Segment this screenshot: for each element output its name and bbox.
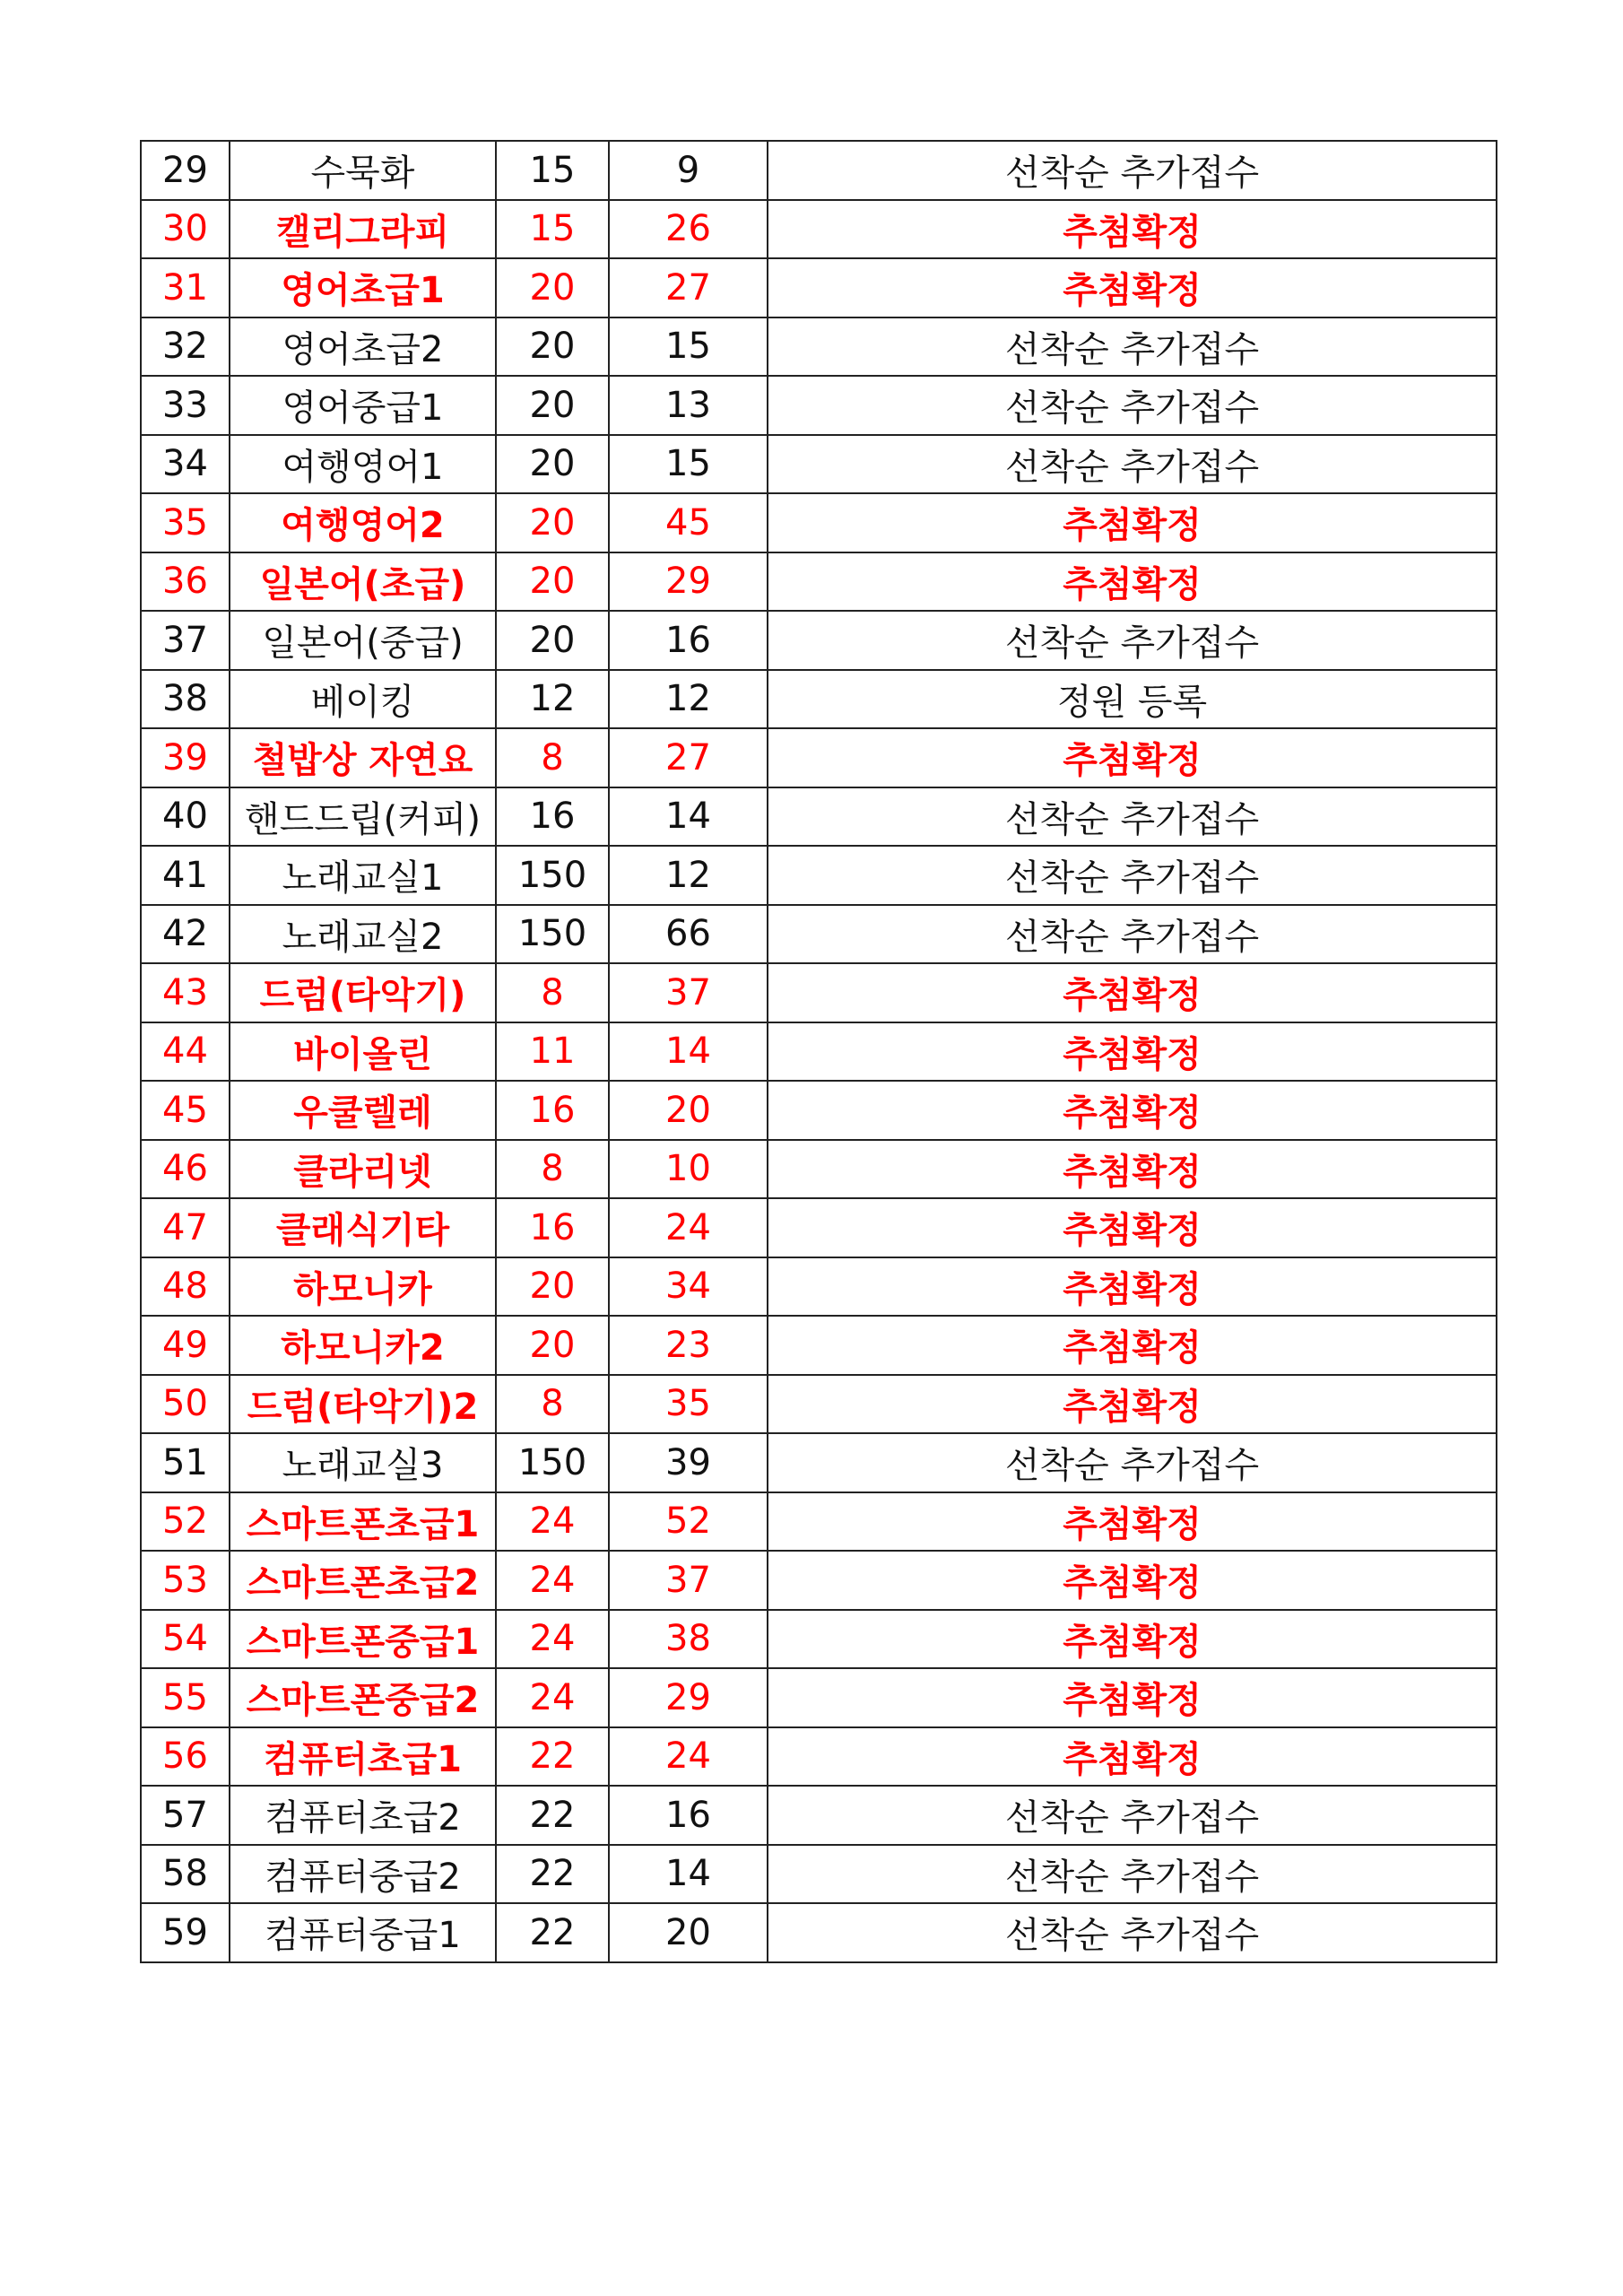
row-number-cell: 56 (141, 1727, 230, 1787)
applicant-count-cell: 13 (609, 376, 768, 435)
status-cell: 추첨확정 (768, 1022, 1497, 1082)
course-name-cell: 스마트폰초급1 (230, 1492, 496, 1552)
status-cell: 선착순 추가접수 (768, 1433, 1497, 1492)
status-cell: 추첨확정 (768, 1081, 1497, 1140)
capacity-cell: 20 (496, 552, 609, 612)
capacity-cell: 20 (496, 317, 609, 377)
capacity-cell: 24 (496, 1492, 609, 1552)
course-name-cell: 클래식기타 (230, 1198, 496, 1257)
course-name-cell: 드럼(타악기)2 (230, 1375, 496, 1434)
applicant-count-cell: 26 (609, 200, 768, 259)
row-number-cell: 31 (141, 258, 230, 317)
course-name-cell: 여행영어1 (230, 435, 496, 494)
table-row (141, 1081, 1497, 1140)
table-row (141, 1610, 1497, 1669)
status-cell: 선착순 추가접수 (768, 141, 1497, 200)
status-cell: 추첨확정 (768, 1375, 1497, 1434)
status-cell: 추첨확정 (768, 728, 1497, 787)
row-number-cell: 34 (141, 435, 230, 494)
status-cell: 추첨확정 (768, 552, 1497, 612)
capacity-cell: 22 (496, 1845, 609, 1904)
table-row (141, 1903, 1497, 1962)
capacity-cell: 8 (496, 963, 609, 1022)
table-row (141, 376, 1497, 435)
row-number-cell: 39 (141, 728, 230, 787)
capacity-cell: 8 (496, 1375, 609, 1434)
table-row (141, 1727, 1497, 1787)
status-cell: 선착순 추가접수 (768, 1903, 1497, 1962)
capacity-cell: 11 (496, 1022, 609, 1082)
row-number-cell: 44 (141, 1022, 230, 1082)
applicant-count-cell: 35 (609, 1375, 768, 1434)
course-name-cell: 영어중급1 (230, 376, 496, 435)
table-row (141, 1257, 1497, 1317)
applicant-count-cell: 24 (609, 1727, 768, 1787)
capacity-cell: 16 (496, 1198, 609, 1257)
row-number-cell: 50 (141, 1375, 230, 1434)
applicant-count-cell: 27 (609, 728, 768, 787)
course-name-cell: 노래교실2 (230, 905, 496, 964)
table-row (141, 317, 1497, 377)
course-name-cell: 컴퓨터중급2 (230, 1845, 496, 1904)
course-name-cell: 노래교실1 (230, 846, 496, 905)
status-cell: 추첨확정 (768, 1198, 1497, 1257)
applicant-count-cell: 16 (609, 611, 768, 670)
row-number-cell: 47 (141, 1198, 230, 1257)
capacity-cell: 20 (496, 611, 609, 670)
applicant-count-cell: 38 (609, 1610, 768, 1669)
table-body (141, 141, 1497, 1962)
table-row (141, 1375, 1497, 1434)
course-name-cell: 하모니카 (230, 1257, 496, 1317)
status-cell: 추첨확정 (768, 1492, 1497, 1552)
applicant-count-cell: 34 (609, 1257, 768, 1317)
row-number-cell: 53 (141, 1551, 230, 1610)
course-name-cell: 핸드드립(커피) (230, 787, 496, 847)
course-name-cell: 스마트폰중급1 (230, 1610, 496, 1669)
applicant-count-cell: 15 (609, 317, 768, 377)
row-number-cell: 46 (141, 1140, 230, 1199)
row-number-cell: 40 (141, 787, 230, 847)
capacity-cell: 12 (496, 670, 609, 729)
applicant-count-cell: 15 (609, 435, 768, 494)
table-row (141, 846, 1497, 905)
capacity-cell: 22 (496, 1903, 609, 1962)
course-name-cell: 컴퓨터초급2 (230, 1786, 496, 1845)
table-row (141, 493, 1497, 552)
table-row (141, 1316, 1497, 1375)
table-row (141, 670, 1497, 729)
applicant-count-cell: 14 (609, 1022, 768, 1082)
applicant-count-cell: 37 (609, 963, 768, 1022)
applicant-count-cell: 14 (609, 1845, 768, 1904)
applicant-count-cell: 27 (609, 258, 768, 317)
course-name-cell: 영어초급1 (230, 258, 496, 317)
table-row (141, 1845, 1497, 1904)
applicant-count-cell: 12 (609, 670, 768, 729)
course-name-cell: 철밥상 자연요 (230, 728, 496, 787)
row-number-cell: 52 (141, 1492, 230, 1552)
row-number-cell: 41 (141, 846, 230, 905)
table-row (141, 200, 1497, 259)
status-cell: 추첨확정 (768, 1668, 1497, 1727)
capacity-cell: 24 (496, 1668, 609, 1727)
course-name-cell: 일본어(중급) (230, 611, 496, 670)
course-name-cell: 일본어(초급) (230, 552, 496, 612)
row-number-cell: 45 (141, 1081, 230, 1140)
status-cell: 선착순 추가접수 (768, 1845, 1497, 1904)
capacity-cell: 20 (496, 376, 609, 435)
row-number-cell: 42 (141, 905, 230, 964)
status-cell: 선착순 추가접수 (768, 611, 1497, 670)
course-name-cell: 수묵화 (230, 141, 496, 200)
row-number-cell: 59 (141, 1903, 230, 1962)
status-cell: 선착순 추가접수 (768, 846, 1497, 905)
table-row (141, 1433, 1497, 1492)
row-number-cell: 32 (141, 317, 230, 377)
table-row (141, 1140, 1497, 1199)
status-cell: 선착순 추가접수 (768, 435, 1497, 494)
capacity-cell: 8 (496, 1140, 609, 1199)
applicant-count-cell: 14 (609, 787, 768, 847)
table-row (141, 787, 1497, 847)
status-cell: 선착순 추가접수 (768, 376, 1497, 435)
table-row (141, 611, 1497, 670)
row-number-cell: 48 (141, 1257, 230, 1317)
capacity-cell: 22 (496, 1727, 609, 1787)
table-row (141, 141, 1497, 200)
table-row (141, 552, 1497, 612)
applicant-count-cell: 10 (609, 1140, 768, 1199)
table-row (141, 1492, 1497, 1552)
capacity-cell: 15 (496, 200, 609, 259)
course-name-cell: 영어초급2 (230, 317, 496, 377)
course-name-cell: 우쿨렐레 (230, 1081, 496, 1140)
row-number-cell: 33 (141, 376, 230, 435)
capacity-cell: 150 (496, 905, 609, 964)
status-cell: 추첨확정 (768, 200, 1497, 259)
applicant-count-cell: 9 (609, 141, 768, 200)
row-number-cell: 51 (141, 1433, 230, 1492)
applicant-count-cell: 37 (609, 1551, 768, 1610)
table-row (141, 435, 1497, 494)
row-number-cell: 49 (141, 1316, 230, 1375)
table-row (141, 1198, 1497, 1257)
course-name-cell: 컴퓨터중급1 (230, 1903, 496, 1962)
table-row (141, 1022, 1497, 1082)
applicant-count-cell: 20 (609, 1081, 768, 1140)
capacity-cell: 20 (496, 493, 609, 552)
applicant-count-cell: 16 (609, 1786, 768, 1845)
status-cell: 추첨확정 (768, 1257, 1497, 1317)
row-number-cell: 37 (141, 611, 230, 670)
row-number-cell: 57 (141, 1786, 230, 1845)
row-number-cell: 54 (141, 1610, 230, 1669)
capacity-cell: 20 (496, 1316, 609, 1375)
row-number-cell: 43 (141, 963, 230, 1022)
status-cell: 추첨확정 (768, 258, 1497, 317)
course-name-cell: 스마트폰초급2 (230, 1551, 496, 1610)
applicant-count-cell: 29 (609, 552, 768, 612)
table-row (141, 905, 1497, 964)
course-name-cell: 하모니카2 (230, 1316, 496, 1375)
status-cell: 선착순 추가접수 (768, 1786, 1497, 1845)
course-name-cell: 바이올린 (230, 1022, 496, 1082)
status-cell: 추첨확정 (768, 1551, 1497, 1610)
course-enrollment-table (140, 140, 1497, 1963)
status-cell: 추첨확정 (768, 1140, 1497, 1199)
status-cell: 추첨확정 (768, 493, 1497, 552)
status-cell: 추첨확정 (768, 1727, 1497, 1787)
course-name-cell: 스마트폰중급2 (230, 1668, 496, 1727)
table-row (141, 1786, 1497, 1845)
course-name-cell: 여행영어2 (230, 493, 496, 552)
capacity-cell: 20 (496, 435, 609, 494)
row-number-cell: 55 (141, 1668, 230, 1727)
capacity-cell: 20 (496, 1257, 609, 1317)
course-name-cell: 클라리넷 (230, 1140, 496, 1199)
row-number-cell: 58 (141, 1845, 230, 1904)
applicant-count-cell: 24 (609, 1198, 768, 1257)
capacity-cell: 20 (496, 258, 609, 317)
table-row (141, 1551, 1497, 1610)
course-name-cell: 노래교실3 (230, 1433, 496, 1492)
applicant-count-cell: 12 (609, 846, 768, 905)
capacity-cell: 22 (496, 1786, 609, 1845)
status-cell: 추첨확정 (768, 963, 1497, 1022)
status-cell: 선착순 추가접수 (768, 787, 1497, 847)
course-name-cell: 컴퓨터초급1 (230, 1727, 496, 1787)
applicant-count-cell: 29 (609, 1668, 768, 1727)
row-number-cell: 35 (141, 493, 230, 552)
capacity-cell: 8 (496, 728, 609, 787)
applicant-count-cell: 66 (609, 905, 768, 964)
capacity-cell: 150 (496, 1433, 609, 1492)
row-number-cell: 36 (141, 552, 230, 612)
table-row (141, 728, 1497, 787)
applicant-count-cell: 52 (609, 1492, 768, 1552)
status-cell: 정원 등록 (768, 670, 1497, 729)
row-number-cell: 29 (141, 141, 230, 200)
capacity-cell: 24 (496, 1610, 609, 1669)
applicant-count-cell: 39 (609, 1433, 768, 1492)
status-cell: 추첨확정 (768, 1316, 1497, 1375)
capacity-cell: 15 (496, 141, 609, 200)
status-cell: 추첨확정 (768, 1610, 1497, 1669)
table-row (141, 258, 1497, 317)
course-name-cell: 드럼(타악기) (230, 963, 496, 1022)
row-number-cell: 38 (141, 670, 230, 729)
course-name-cell: 베이킹 (230, 670, 496, 729)
applicant-count-cell: 20 (609, 1903, 768, 1962)
row-number-cell: 30 (141, 200, 230, 259)
course-name-cell: 캘리그라피 (230, 200, 496, 259)
applicant-count-cell: 23 (609, 1316, 768, 1375)
applicant-count-cell: 45 (609, 493, 768, 552)
status-cell: 선착순 추가접수 (768, 317, 1497, 377)
capacity-cell: 16 (496, 787, 609, 847)
capacity-cell: 16 (496, 1081, 609, 1140)
capacity-cell: 24 (496, 1551, 609, 1610)
table-row (141, 1668, 1497, 1727)
capacity-cell: 150 (496, 846, 609, 905)
status-cell: 선착순 추가접수 (768, 905, 1497, 964)
table-row (141, 963, 1497, 1022)
